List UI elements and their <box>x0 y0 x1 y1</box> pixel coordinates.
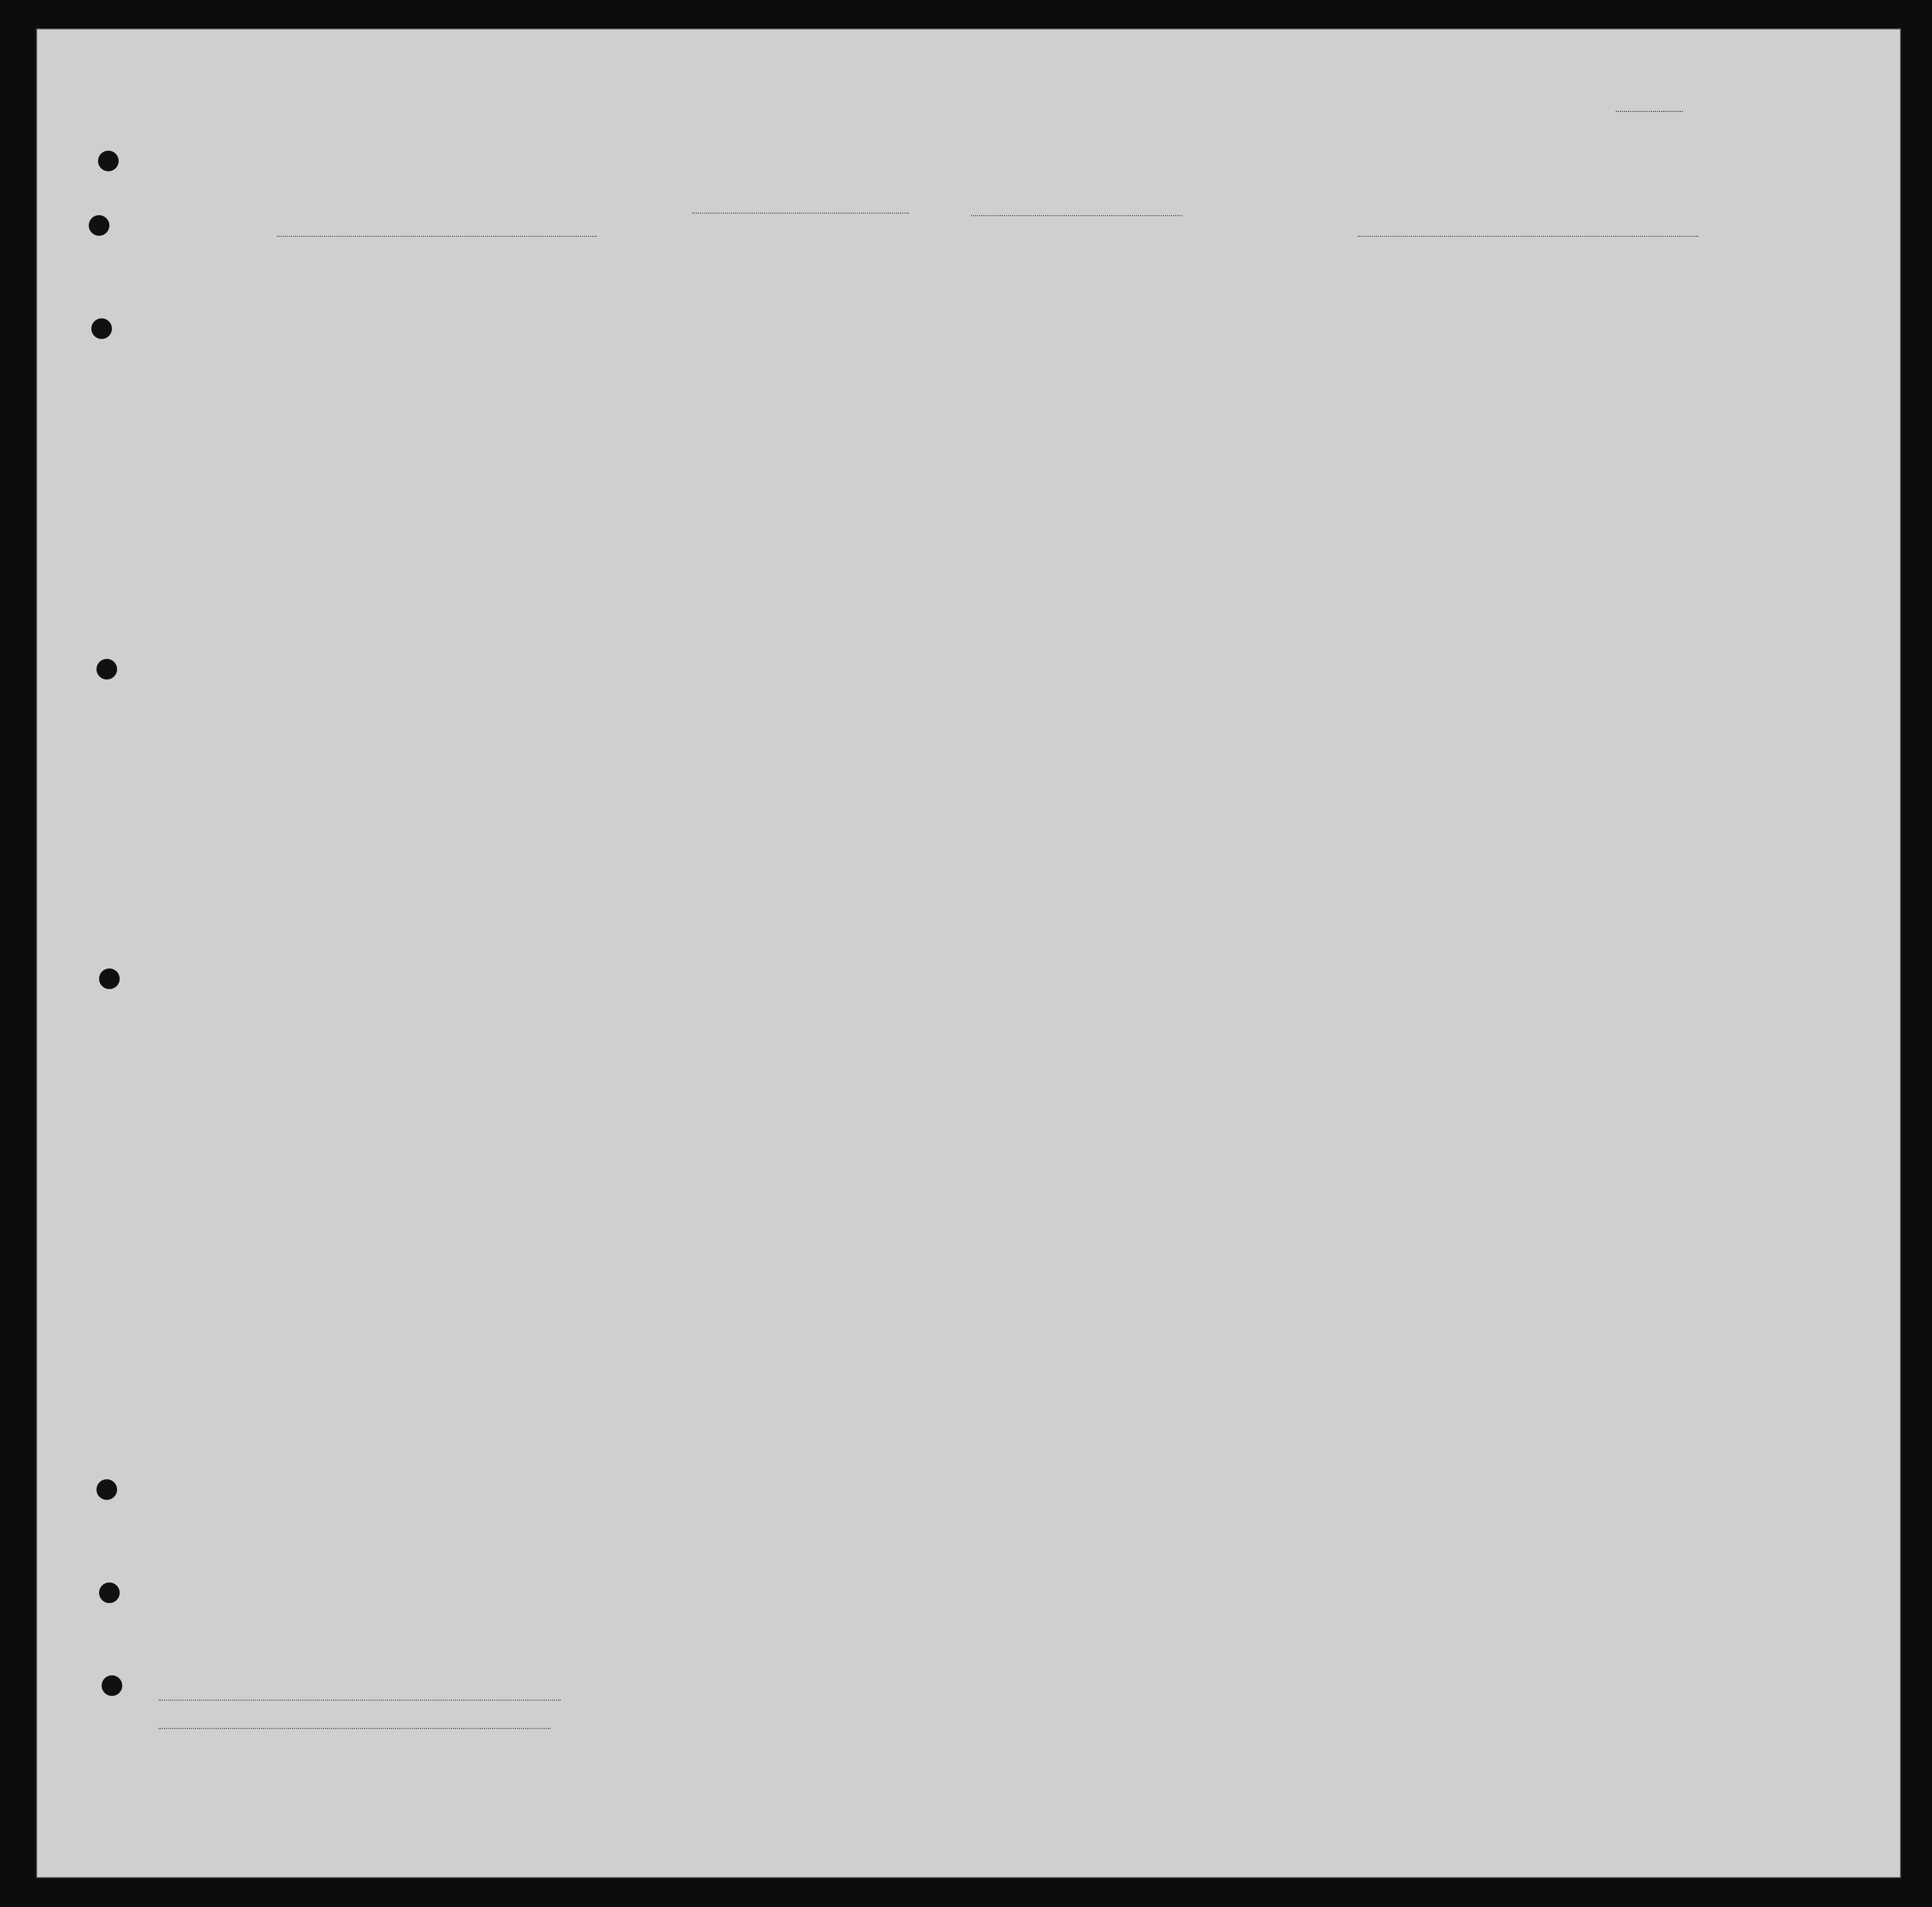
line-label <box>148 1691 561 1703</box>
manifest-sheet <box>36 28 1901 1878</box>
owners-label <box>148 1719 550 1732</box>
crew-table <box>37 29 1902 1680</box>
